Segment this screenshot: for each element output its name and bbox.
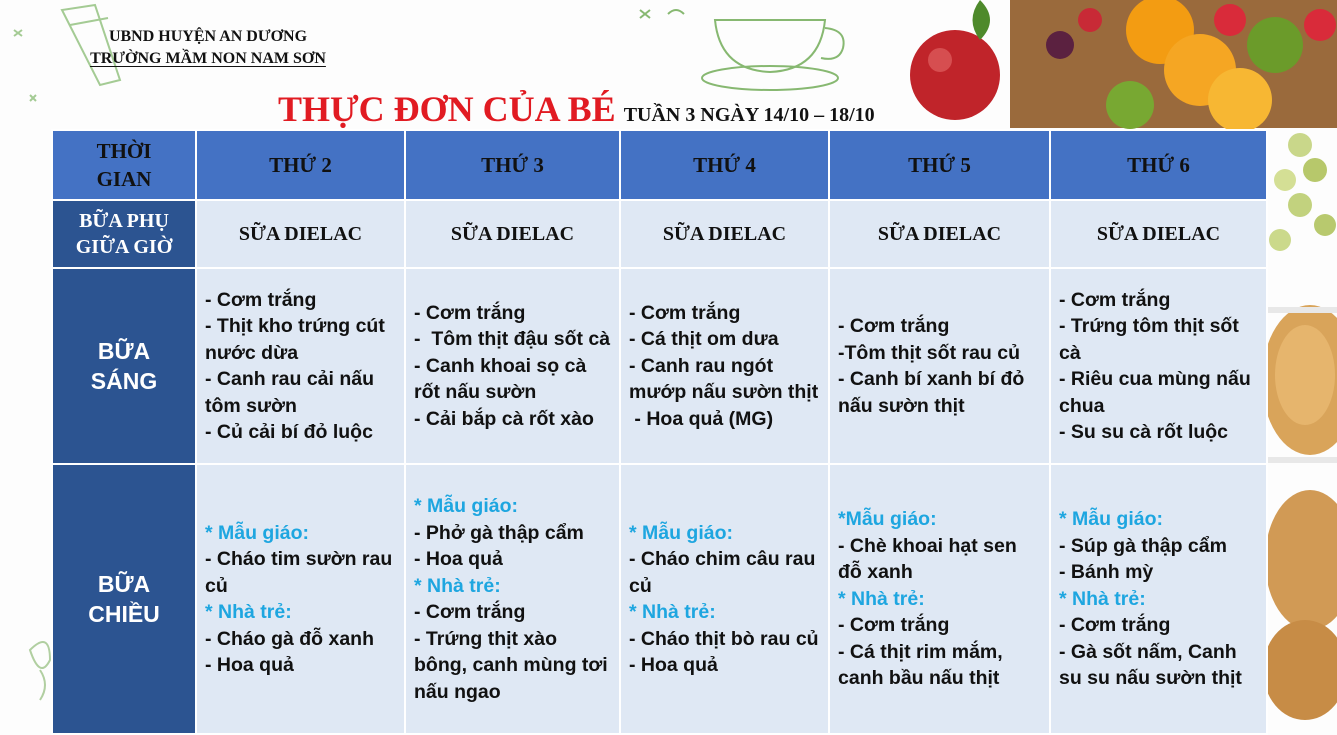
menu-item: - Hoa quả (MG): [629, 407, 774, 430]
group-heading: * Nhà trẻ:: [1059, 587, 1146, 610]
menu-item: SỮA DIELAC: [662, 222, 787, 245]
menu-item: - Canh bí xanh bí đỏ nấu sườn thịt: [838, 368, 1030, 417]
menu-item: - Cá thịt om dưa: [629, 328, 779, 351]
afternoon-row: [52, 464, 1267, 734]
menu-item: - Cháo thịt bò rau củ: [629, 627, 819, 650]
meal-label: BỮA PHỤ GIỮA GIỜ: [52, 200, 196, 268]
menu-cell: [1050, 464, 1267, 734]
menu-cell: [405, 464, 620, 734]
day-header-mon: THỨ 2: [196, 130, 405, 200]
breakfast-row: [52, 268, 1267, 464]
menu-item: - Hoa quả: [205, 654, 294, 676]
menu-item: SỮA DIELAC: [238, 222, 363, 245]
menu-item: - Cải bắp cà rốt xào: [414, 407, 594, 430]
menu-item: SỮA DIELAC: [877, 222, 1002, 245]
menu-title-main: THỰC ĐƠN CỦA BÉ: [278, 89, 616, 129]
menu-item: - Cơm trắng: [414, 601, 526, 623]
meal-label: BỮA SÁNG: [52, 268, 196, 464]
group-heading: * Mẫu giáo:: [629, 521, 734, 544]
group-heading: *Mẫu giáo:: [838, 508, 937, 531]
day-header-wed: THỨ 4: [620, 130, 829, 200]
menu-title: [278, 88, 875, 130]
menu-cell: [620, 200, 829, 268]
menu-cell: [405, 200, 620, 268]
menu-cell: [829, 268, 1050, 464]
menu-cell: [829, 464, 1050, 734]
menu-item: -Tôm thịt sốt rau củ: [838, 341, 1020, 364]
group-heading: * Nhà trẻ:: [629, 601, 716, 623]
menu-item: - Canh khoai sọ cà rốt nấu sườn: [414, 354, 592, 404]
snack-row: [52, 200, 1267, 268]
time-column-header: THỜI GIAN: [52, 130, 196, 200]
menu-cell: [196, 268, 405, 464]
meal-label: BỮA CHIỀU: [52, 464, 196, 734]
day-header-tue: THỨ 3: [405, 130, 620, 200]
menu-cell: [620, 268, 829, 464]
menu-cell: [1050, 200, 1267, 268]
menu-item: SỮA DIELAC: [450, 222, 575, 245]
menu-title-week: TUẦN 3 NGÀY 14/10 – 18/10: [623, 104, 875, 126]
menu-cell: [196, 200, 405, 268]
group-heading: * Nhà trẻ:: [838, 587, 925, 610]
district-name: UBND HUYỆN AN DƯƠNG: [108, 28, 308, 45]
menu-item: - Gà sốt nấm, Canh su su nấu sườn thịt: [1059, 640, 1243, 690]
menu-cell: [1050, 268, 1267, 464]
menu-item: - Cơm trắng: [414, 301, 526, 324]
school-header: [58, 26, 358, 70]
menu-item: - Hoa quả: [414, 548, 503, 570]
day-header-fri: THỨ 6: [1050, 130, 1267, 200]
menu-item: - Riêu cua mùng nấu chua: [1059, 368, 1257, 417]
menu-item: - Phở gà thập cẩm: [414, 521, 584, 544]
day-header-thu: THỨ 5: [829, 130, 1050, 200]
menu-cell: [829, 200, 1050, 268]
menu-item: - Cháo gà đỗ xanh: [205, 627, 375, 650]
group-heading: * Nhà trẻ:: [414, 574, 501, 597]
menu-cell: [196, 464, 405, 734]
menu-item: - Hoa quả: [629, 654, 718, 676]
menu-item: - Thịt kho trứng cút nước dừa: [205, 315, 391, 364]
menu-cell: [405, 268, 620, 464]
menu-item: - Cá thịt rim mắm, canh bầu nấu thịt: [838, 640, 1009, 690]
menu-item: - Cơm trắng: [838, 315, 950, 337]
group-heading: * Nhà trẻ:: [205, 601, 292, 623]
menu-item: - Súp gà thập cẩm: [1059, 534, 1227, 557]
menu-item: - Cơm trắng: [1059, 288, 1171, 311]
weekly-menu-table: [51, 129, 1268, 735]
group-heading: * Mẫu giáo:: [205, 521, 310, 544]
menu-item: SỮA DIELAC: [1096, 222, 1221, 245]
menu-item: - Cơm trắng: [629, 301, 741, 324]
menu-item: - Trứng thịt xào bông, canh mùng tơi nấu ngao: [414, 627, 614, 703]
menu-item: - Cháo chim câu rau củ: [629, 548, 821, 597]
school-name: TRƯỜNG MẦM NON NAM SƠN: [90, 50, 326, 67]
menu-item: - Cơm trắng: [838, 614, 950, 637]
menu-item: - Cháo tim sườn rau củ: [205, 548, 398, 597]
menu-item: - Tôm thịt đậu sốt cà: [414, 328, 611, 351]
menu-item: - Cơm trắng: [205, 288, 317, 311]
group-heading: * Mẫu giáo:: [1059, 508, 1164, 531]
menu-item: - Trứng tôm thịt sốt cà: [1059, 315, 1245, 364]
menu-item: - Canh rau ngót mướp nấu sườn thịt: [629, 354, 819, 404]
menu-item: - Bánh mỳ: [1059, 561, 1154, 584]
table-header-row: [52, 130, 1267, 200]
menu-item: - Chè khoai hạt sen đỗ xanh: [838, 534, 1023, 584]
menu-item: - Canh rau cải nấu tôm sườn: [205, 368, 380, 417]
menu-cell: [620, 464, 829, 734]
group-heading: * Mẫu giáo:: [414, 495, 519, 517]
menu-item: - Củ cải bí đỏ luộc: [205, 421, 373, 443]
menu-item: - Cơm trắng: [1059, 614, 1171, 637]
menu-item: - Su su cà rốt luộc: [1059, 421, 1229, 443]
